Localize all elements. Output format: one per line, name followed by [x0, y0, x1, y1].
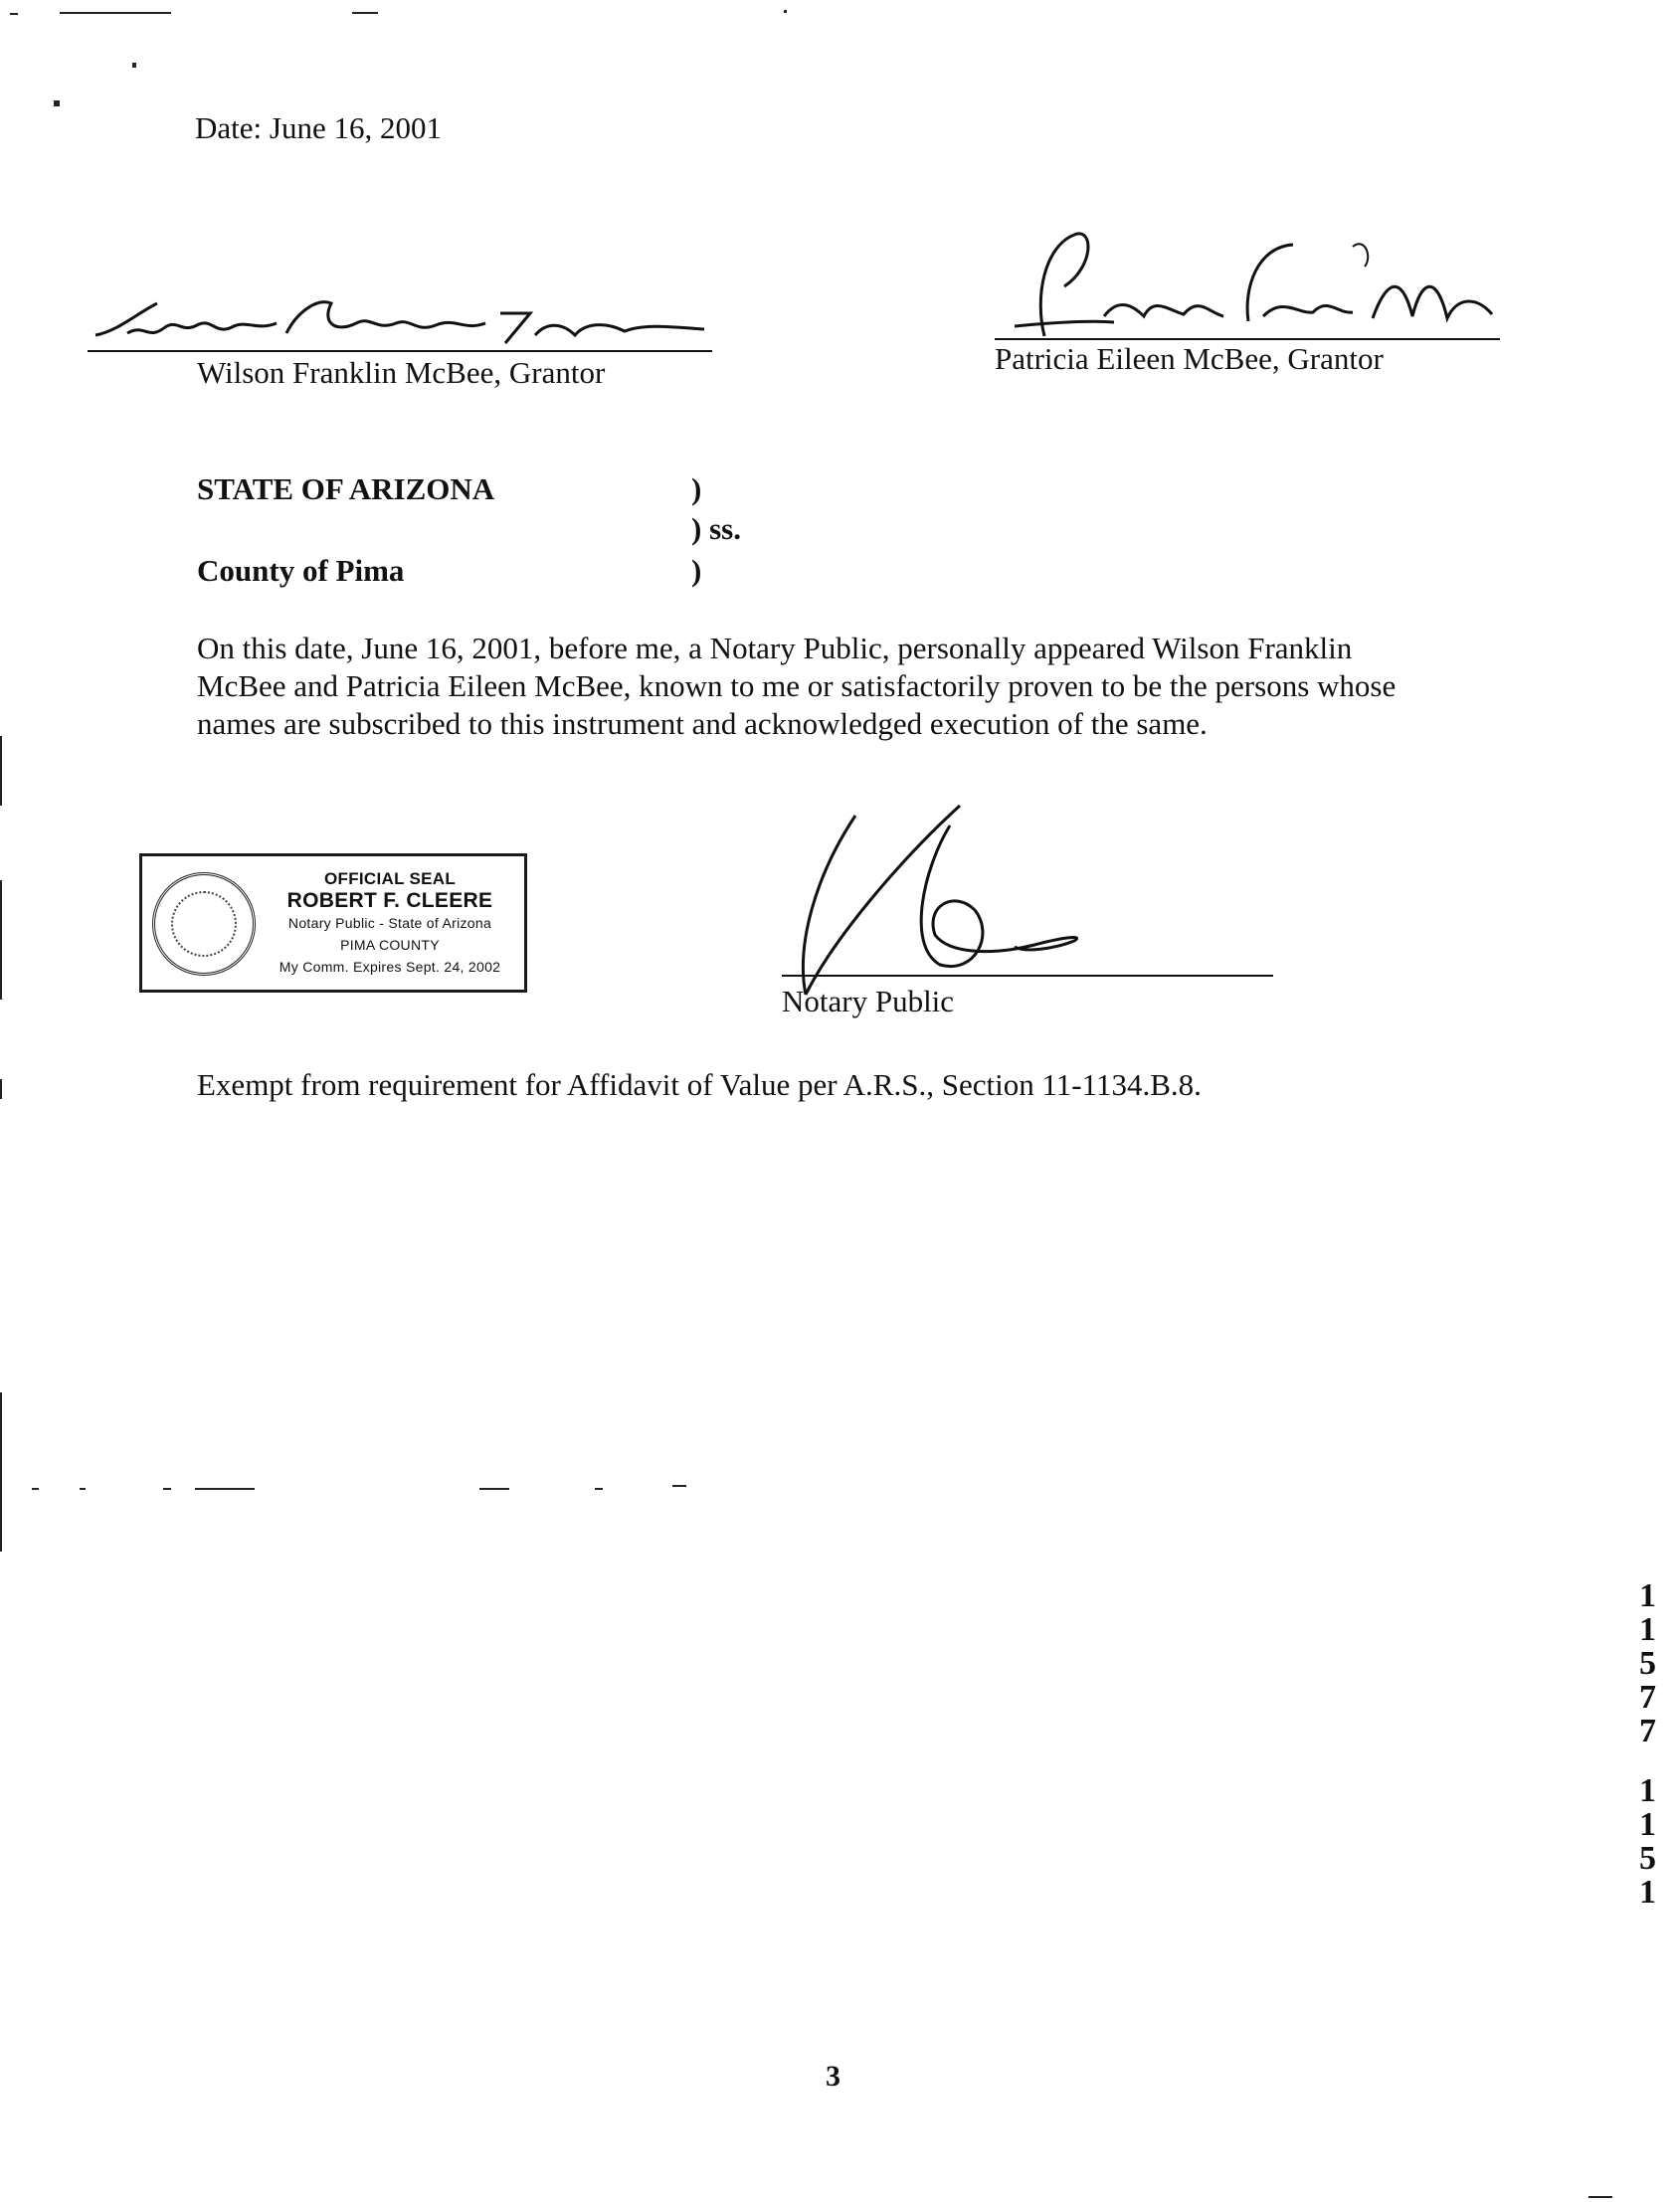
venue-ss: ) ss.: [691, 511, 741, 546]
page-number: 3: [826, 2060, 840, 2093]
scan-artifact: [132, 63, 136, 68]
venue-paren-1: ): [691, 471, 702, 506]
margin-digit: 1: [1639, 1772, 1656, 1809]
scan-artifact: [54, 100, 60, 106]
venue-paren-2: ): [691, 553, 702, 588]
acknowledgment-paragraph: [197, 630, 1520, 743]
scan-artifact: [0, 1079, 2, 1099]
margin-digit: 1: [1639, 1874, 1656, 1911]
acknowledgment-line-3: names are subscribed to this instrument and acknowledged execution of the same.: [197, 706, 1208, 741]
scan-artifact: [0, 736, 2, 806]
margin-digit: 1: [1639, 1577, 1656, 1614]
state-seal-emblem: [152, 872, 256, 976]
seal-line-3: Notary Public - State of Arizona: [287, 915, 492, 931]
acknowledgment-line-1: On this date, June 16, 2001, before me, a Notary Public, personally appeared Wilson Franklin: [197, 631, 1353, 665]
scan-artifact: [784, 10, 787, 13]
scan-artifact: [10, 13, 18, 15]
grantor-2-name: Patricia Eileen McBee, Grantor: [995, 341, 1384, 376]
notary-signature: [776, 796, 1233, 1005]
margin-digit: 7: [1639, 1679, 1656, 1716]
notary-label: Notary Public: [782, 984, 955, 1018]
scan-artifact: [0, 880, 2, 1000]
scan-artifact: [672, 1485, 686, 1487]
scan-artifact: [32, 1488, 39, 1490]
seal-line-5: My Comm. Expires Sept. 24, 2002: [279, 959, 501, 975]
margin-digit: 5: [1639, 1645, 1656, 1682]
acknowledgment-line-2: McBee and Patricia Eileen McBee, known to me or satisfactorily proven to be the persons whose: [197, 668, 1397, 703]
scan-artifact: [60, 12, 171, 14]
scan-artifact: [80, 1488, 86, 1490]
margin-digit: 5: [1639, 1840, 1656, 1877]
margin-digit: 1: [1639, 1611, 1656, 1648]
seal-line-4: PIMA COUNTY: [340, 937, 440, 953]
grantor-1-signature-line: [88, 350, 712, 352]
exemption-statement: Exempt from requirement for Affidavit of Value per A.R.S., Section 11-1134.B.8.: [197, 1067, 1202, 1102]
margin-digit: 1: [1639, 1806, 1656, 1843]
scan-artifact: [163, 1488, 171, 1490]
venue-county: County of Pima: [197, 553, 405, 588]
seal-line-2: ROBERT F. CLEERE: [286, 889, 493, 912]
scan-artifact: [595, 1488, 603, 1490]
notary-seal-stamp: [139, 853, 527, 993]
scan-artifact: [0, 1392, 2, 1552]
notary-signature-line: [782, 975, 1273, 977]
grantor-2-signature: [995, 227, 1512, 346]
scan-artifact: [479, 1488, 509, 1490]
margin-digit: 7: [1639, 1713, 1656, 1749]
venue-state: STATE OF ARIZONA: [197, 471, 495, 506]
grantor-1-signature: [88, 283, 724, 355]
seal-line-1: OFFICIAL SEAL: [323, 869, 457, 888]
grantor-1-name: Wilson Franklin McBee, Grantor: [197, 355, 606, 390]
seal-text-block: [260, 868, 520, 978]
scan-artifact: [352, 12, 378, 14]
scan-artifact: [195, 1488, 255, 1490]
scan-artifact: [1588, 2196, 1612, 2198]
date-line: Date: June 16, 2001: [195, 110, 442, 145]
